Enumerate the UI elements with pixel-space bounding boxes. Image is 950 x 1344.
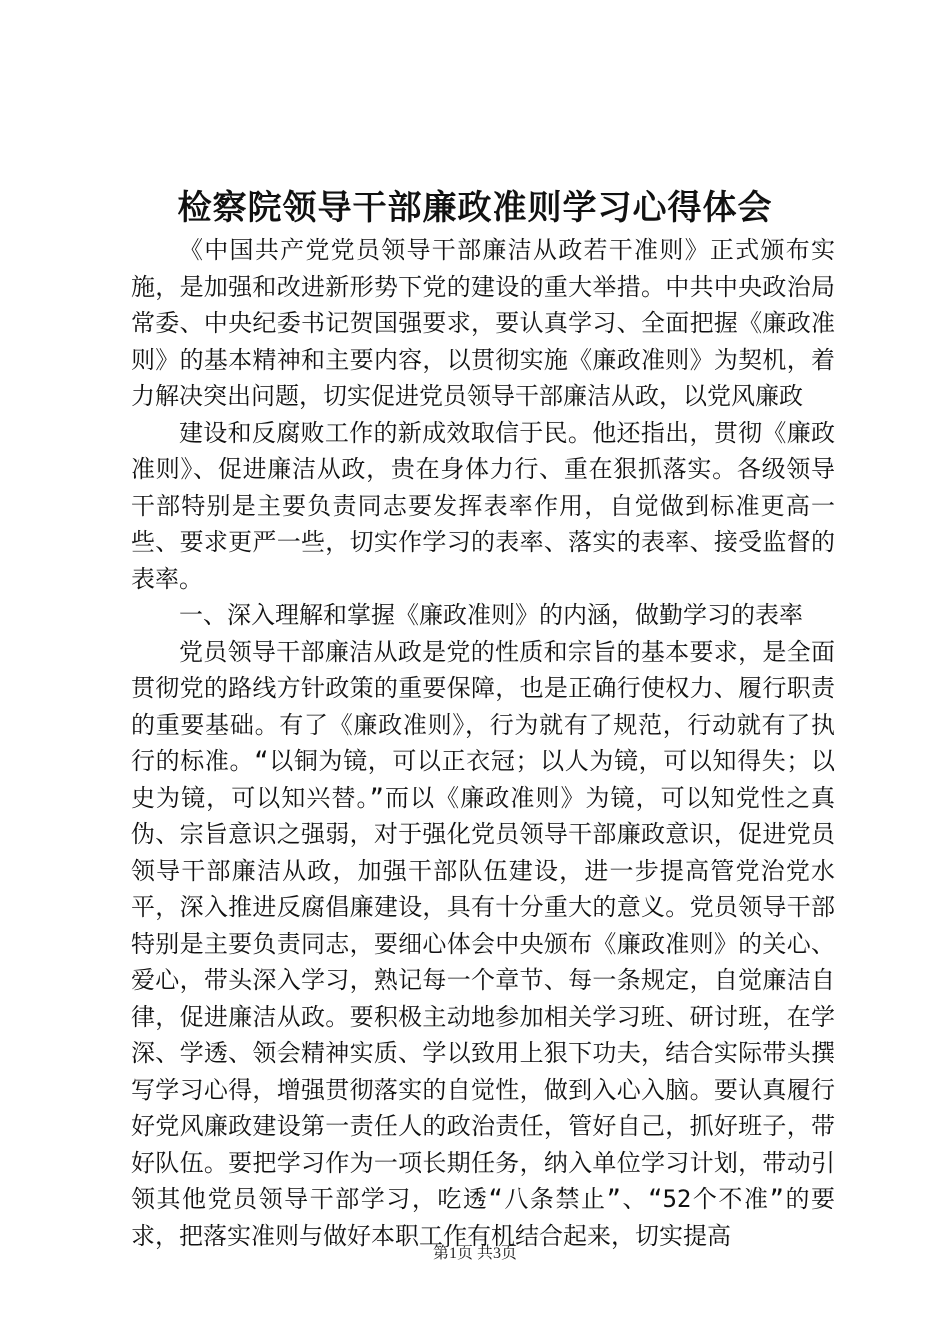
paragraph-intro: 《中国共产党党员领导干部廉洁从政若干准则》正式颁布实施，是加强和改进新形势下党的建设的重大举措。中共中央政治局常委、中央纪委书记贺国强要求，要认真学习、全面把握《廉政准则》的基本精神和主要内容，以贯彻实施《廉政准则》为契机，着力解决突出问题，切实促进党员领导干部廉洁从政，以党风廉政 [131, 236, 835, 410]
paragraph-section-1: 党员领导干部廉洁从政是党的性质和宗旨的基本要求，是全面贯彻党的路线方针政策的重要保障，也是正确行使权力、履行职责的重要基础。有了《廉政准则》，行为就有了规范，行动就有了执行的标准。“以铜为镜，可以正衣冠；以人为镜，可以知得失；以史为镜，可以知兴替。”而以《廉政准则》为镜，可以知党性之真伪、宗旨意识之强弱，对于强化党员领导干部廉政意识，促进党员领导干部廉洁从政，加强干部队伍建设，进一步提高管党治党水平，深入推进反腐倡廉建设，具有十分重大的意义。党员领导干部特别是主要负责同志，要细心体会中央颁布《廉政准则》的关心、爱心，带头深入学习，熟记每一个章节、每一条规定，自觉廉洁自律，促进廉洁从政。要积极主动地参加相关学习班、研讨班，在学深、学透、领会精神实质、学以致用上狠下功夫，结合实际带头撰写学习心得，增强贯彻落实的自觉性，做到入心入脑。要认真履行好党风廉政建设第一责任人的政治责任，管好自己，抓好班子，带好队伍。要把学习作为一项长期任务，纳入单位学习计划，带动引领其他党员领导干部学习，吃透“八条禁止”、“52个不准”的要求，把落实准则与做好本职工作有机结合起来，切实提高 [131, 637, 835, 1250]
section-heading-1: 一、深入理解和掌握《廉政准则》的内涵，做勤学习的表率 [179, 601, 803, 629]
paragraph-continuation: 建设和反腐败工作的新成效取信于民。他还指出，贯彻《廉政准则》、促进廉洁从政，贵在身体力行、重在狠抓落实。各级领导干部特别是主要负责同志要发挥表率作用，自觉做到标准更高一些、要求更严一些，切实作学习的表率、落实的表率、接受监督的表率。 [131, 418, 835, 593]
document-title: 检察院领导干部廉政准则学习心得体会 [177, 188, 773, 228]
document-body [131, 232, 835, 1254]
page-number: 第1页 共3页 [432, 1245, 517, 1262]
